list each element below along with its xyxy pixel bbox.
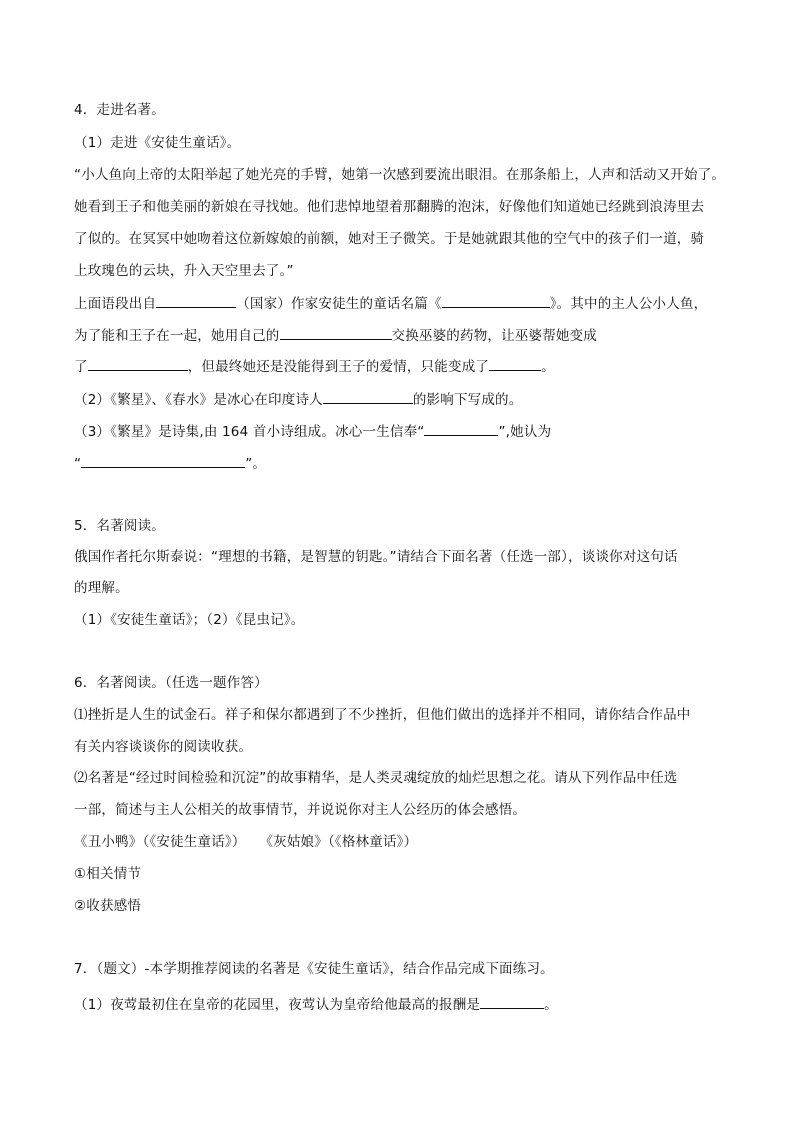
answer-blank-poet[interactable]: [323, 390, 413, 404]
answer-blank-became[interactable]: [88, 357, 188, 371]
q4-quote-line-1: “小人鱼向上帝的太阳举起了她光亮的手臂，她第一次感到要流出眼泪。在那条船上，人声和活动又开始了。: [74, 167, 726, 183]
answer-blank-exchanged[interactable]: [280, 326, 392, 340]
q4-sub1: （1）走进《安徒生童话》。: [74, 135, 241, 151]
q7-heading: 7．（题文）-本学期推荐阅读的名著是《安徒生童话》，结合作品完成下面练习。: [74, 961, 554, 977]
q4-sub2-text-b: 的影响下写成的。: [412, 392, 523, 408]
q4-sub3: [74, 422, 551, 441]
q7-sub1: [74, 995, 558, 1014]
q4-sub3-text-c: “: [74, 456, 82, 472]
q5-heading: 5．名著阅读。: [74, 518, 165, 534]
q4-fill1-text-a: 上面语段出自: [74, 296, 157, 312]
q4-fill2-text-a: 为了能和王子在一起，她用自己的: [74, 328, 280, 344]
q6-option-1-line-1: ⑴挫折是人生的试金石。祥子和保尔都遇到了不少挫折，但他们做出的选择并不相同，请你结合作品中: [74, 707, 691, 723]
q4-fill1-text-b: （国家）作家安徒生的童话名篇《: [236, 296, 442, 312]
q6-option-2-line-2: 一部，简述与主人公相关的故事情节，并说说你对主人公经历的体会感悟。: [74, 802, 527, 818]
q6-item-2: ②收获感悟: [74, 898, 142, 914]
answer-blank-story-title[interactable]: [442, 294, 550, 308]
q4-quote-line-2: 她看到王子和他美丽的新娘在寻找她。他们悲悼地望着那翻腾的泡沫，好像他们知道她已经跳到浪涛里去: [74, 199, 705, 215]
q6-heading: 6．名著阅读。（任选一题作答）: [74, 675, 268, 691]
q4-sub3-text-d: ”。: [245, 456, 267, 472]
q5-line-3: （1）《安徒生童话》；（2）《昆虫记》。: [74, 612, 305, 628]
q6-option-2-line-1: ⑵名著是“经过时间检验和沉淀”的故事精华，是人类灵魂绽放的灿烂思想之花。请从下列作品中任选: [74, 770, 678, 786]
q4-fill-line-3: [74, 357, 555, 376]
q4-fill2-text-b: 交换巫婆的药物，让巫婆帮她变成: [391, 328, 597, 344]
q6-works: 《丑小鸭》（《安徒生童话》） 《灰姑娘》（《格林童话》）: [74, 834, 418, 850]
answer-blank-finally[interactable]: [489, 357, 541, 371]
q4-sub3-text-b: ”,她认为: [498, 424, 552, 440]
q4-fill1-text-c: 》。其中的主人公小人鱼，: [549, 296, 708, 312]
q4-fill-line-1: [74, 294, 707, 313]
q4-fill3-text-c: 。: [541, 359, 555, 375]
answer-blank-reward[interactable]: [480, 995, 544, 1009]
q4-fill3-text-b: ，但最终她还是没能得到王子的爱情，只能变成了: [187, 359, 490, 375]
q4-quote-line-4: 上玫瑰色的云块，升入天空里去了。”: [74, 263, 294, 279]
q4-heading: 4．走进名著。: [74, 102, 165, 118]
answer-blank-country[interactable]: [156, 294, 236, 308]
q7-sub1-text-b: 。: [544, 997, 558, 1013]
answer-blank-belief[interactable]: [424, 422, 498, 436]
answer-blank-opinion[interactable]: [81, 454, 245, 468]
q4-quote-line-3: 了似的。在冥冥中她吻着这位新嫁娘的前额，她对王子微笑。于是她就跟其他的空气中的孩子们一道，骑: [74, 231, 705, 247]
q7-sub1-text-a: （1）夜莺最初住在皇帝的花园里，夜莺认为皇帝给他最高的报酬是: [74, 997, 481, 1013]
q4-sub2: [74, 390, 522, 409]
q4-sub3-text-a: （3）《繁星》是诗集,由 164 首小诗组成。冰心一生信奉“: [74, 424, 425, 440]
q4-sub2-text-a: （2）《繁星》、《春水》是冰心在印度诗人: [74, 392, 323, 408]
q5-line-1: 俄国作者托尔斯泰说：“理想的书籍，是智慧的钥匙。”请结合下面名著（任选一部），谈谈你对这句话: [74, 549, 678, 565]
q6-option-1-line-2: 有关内容谈谈你的阅读收获。: [74, 739, 253, 755]
q5-line-2: 的理解。: [74, 580, 129, 596]
q4-fill-line-2: [74, 326, 597, 345]
q4-sub3-continued: [74, 454, 266, 473]
q6-item-1: ①相关情节: [74, 866, 142, 882]
q4-fill3-text-a: 了: [74, 359, 88, 375]
